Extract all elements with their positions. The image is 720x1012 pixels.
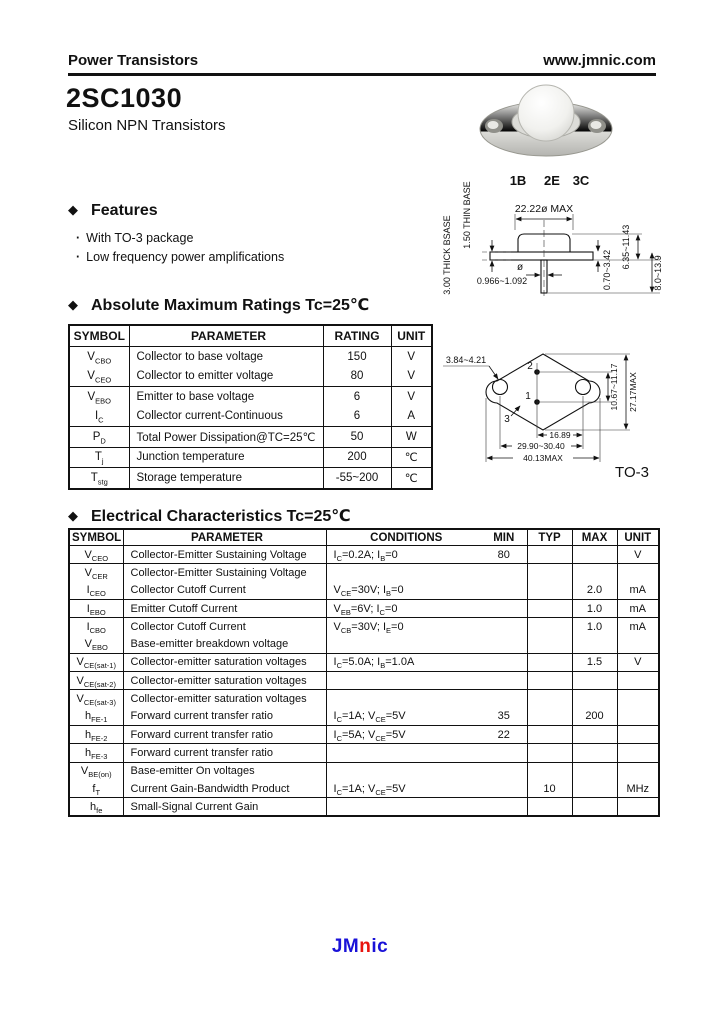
electrical-heading: ◆ Electrical Characteristics Tc=25℃ [68, 508, 351, 525]
table-header-row [69, 325, 432, 347]
cell-parameter: Emitter to base voltage [129, 387, 323, 407]
cell-max [572, 690, 617, 708]
dim-thick-base: 3.00 THICK BSASE [442, 215, 452, 295]
cell-min [481, 762, 527, 780]
pin-label-1b: 1B [509, 173, 527, 188]
feature-item: · With TO-3 package [76, 231, 194, 245]
cell-symbol: $I_{EBO}$ [69, 599, 123, 617]
dim-pin-dia-sign: ø [516, 262, 524, 273]
col-header-symbol: SYMBOL [69, 325, 129, 347]
abs-max-table-body [69, 347, 432, 489]
cell-unit: mA [629, 620, 646, 633]
dim-thin-base: 1.50 THIN BASE [462, 181, 472, 249]
table-row [69, 744, 659, 762]
cell-unit: MHz [617, 780, 659, 798]
cell-typ [527, 672, 572, 690]
cell-unit: mA [617, 582, 659, 600]
cell-typ [527, 744, 572, 762]
cell-conditions: $I_C=5.0A$; $I_B=1.0A$ [326, 653, 481, 671]
table-row [69, 407, 432, 427]
cell-typ [527, 564, 572, 582]
features-heading: ◆ Features [68, 202, 158, 219]
package-photo [476, 80, 616, 164]
header-rule [68, 73, 656, 76]
cell-max [572, 672, 617, 690]
dim-cap-diameter: 22.22ø MAX [514, 203, 574, 215]
table-row [69, 762, 659, 780]
cell-unit: V [391, 367, 432, 387]
cell-unit [617, 672, 659, 690]
abs-max-heading: ◆ Absolute Maximum Ratings Tc=25℃ [68, 297, 370, 314]
cell-min [481, 690, 527, 708]
cell-conditions: $I_C=1A$; $V_{CE}=5V$ [326, 780, 481, 798]
col-header-max: MAX [572, 529, 617, 546]
cell-unit: A [391, 407, 432, 427]
cell-symbol: $h_{FE-2}$ [69, 725, 123, 743]
dim-cap-height: 6.35~11.43 [621, 224, 631, 270]
table-row [69, 780, 659, 798]
cell-min [481, 653, 527, 671]
table-row [69, 564, 659, 582]
cell-max [572, 762, 617, 780]
cell-symbol: $V_{CEO}$ [69, 546, 123, 564]
cell-parameter: Current Gain-Bandwidth Product [123, 780, 326, 798]
cell-unit: W [391, 427, 432, 448]
cell-min [481, 582, 527, 600]
cell-symbol: $h_{FE-3}$ [69, 744, 123, 762]
dim-hole-span: 29.90~30.40 [517, 441, 565, 451]
cell-min [481, 618, 527, 636]
package-drawings [440, 158, 668, 488]
cell-parameter: Emitter Cutoff Current [123, 599, 326, 617]
cell-symbol: $T_j$ [69, 447, 129, 468]
mount-hole-left [493, 380, 508, 395]
cell-conditions [326, 564, 481, 582]
cell-conditions [326, 744, 481, 762]
cell-conditions: $I_C=1A$; $V_{CE}=5V$ [326, 708, 481, 726]
cell-min: 35 [481, 708, 527, 726]
col-header-parameter: PARAMETER [129, 325, 323, 347]
cell-conditions [326, 672, 481, 690]
cell-symbol: $V_{CBO}$ [69, 347, 129, 367]
cell-min: 22 [481, 725, 527, 743]
bottom-view [443, 354, 638, 463]
cell-rating: 150 [323, 347, 391, 367]
photo-dome [518, 85, 574, 141]
photo-hole-left-inner [488, 121, 499, 129]
cell-min [481, 635, 527, 653]
cell-conditions: $I_C=0.2A$; $I_B=0$ [326, 546, 481, 564]
cell-symbol: $P_D$ [69, 427, 129, 448]
cell-typ [527, 599, 572, 617]
table-row [69, 618, 659, 636]
part-subtitle: Silicon NPN Transistors [68, 117, 226, 134]
cell-unit [617, 690, 659, 708]
cell-max [572, 564, 617, 582]
cell-unit: V [617, 653, 659, 671]
cell-typ [527, 798, 572, 817]
cell-unit [617, 762, 659, 780]
dim-flange-thickness: 0.70~3.42 [602, 249, 612, 291]
dim-pin-diameter: 0.966~1.092 [476, 276, 528, 286]
col-header-min: MIN [481, 529, 527, 546]
cell-parameter: Small-Signal Current Gain [123, 798, 326, 817]
diamond-icon: ◆ [68, 297, 78, 312]
cell-parameter: Collector Cutoff Current [123, 582, 326, 600]
category-title: Power Transistors [68, 52, 199, 69]
table-row [69, 347, 432, 367]
dim-pin-length: 8.0~13.9 [653, 255, 663, 291]
cell-typ [527, 708, 572, 726]
cell-typ [527, 546, 572, 564]
cell-rating: 80 [323, 367, 391, 387]
cell-unit: mA [617, 599, 659, 617]
cell-rating: -55~200 [323, 468, 391, 489]
cell-max [572, 744, 617, 762]
table-row [69, 427, 432, 448]
cell-parameter: Collector-emitter saturation voltages [123, 690, 326, 708]
cell-symbol: $V_{CEO}$ [69, 367, 129, 387]
cell-typ [527, 582, 572, 600]
col-header-symbol: SYMBOL [69, 529, 123, 546]
cell-unit [617, 744, 659, 762]
table-row [69, 635, 659, 653]
cell-symbol: $I_{CEO}$ [69, 582, 123, 600]
cell-symbol: $V_{CER}$ [69, 564, 123, 582]
dim-hole-diameter: 3.84~4.21 [445, 355, 487, 365]
cell-min [481, 744, 527, 762]
table-row [69, 387, 432, 407]
logo-part-ic: ic [371, 936, 389, 957]
cell-conditions: $V_{CE}=30V$; $I_B=0$ [326, 582, 481, 600]
cell-max: 1.0 [572, 599, 617, 617]
cell-min [481, 780, 527, 798]
cell-unit [617, 635, 659, 653]
package-name: TO-3 [615, 464, 649, 481]
cell-conditions [326, 635, 481, 653]
cell-parameter: Base-emitter breakdown voltage [123, 635, 326, 653]
pin-3-label: 3 [504, 414, 510, 425]
cell-parameter: Base-emitter On voltages [123, 762, 326, 780]
diamond-icon: ◆ [68, 202, 78, 217]
cell-parameter: Collector current-Continuous [129, 407, 323, 427]
cell-typ: 10 [527, 780, 572, 798]
cell-parameter: Forward current transfer ratio [123, 725, 326, 743]
cell-unit: ℃ [391, 447, 432, 468]
table-header-row [69, 529, 659, 546]
cell-unit [617, 564, 659, 582]
logo-part-n: n [359, 936, 372, 957]
table-row [69, 367, 432, 387]
cell-parameter: Forward current transfer ratio [123, 744, 326, 762]
cell-min [481, 672, 527, 690]
cell-conditions: $I_C=5A$; $V_{CE}=5V$ [326, 725, 481, 743]
cell-unit: ℃ [391, 468, 432, 489]
cell-symbol: $V_{CE(sat-1)}$ [69, 653, 123, 671]
cell-typ [527, 725, 572, 743]
col-header-unit: UNIT [391, 325, 432, 347]
feature-item: · Low frequency power amplifications [76, 250, 285, 264]
cell-parameter: Collector-Emitter Sustaining Voltage [123, 546, 326, 564]
cell-rating: 200 [323, 447, 391, 468]
cell-conditions: $V_{EB}=6V$; $I_C=0$ [326, 599, 481, 617]
cell-min [481, 599, 527, 617]
abs-max-table [68, 324, 433, 490]
cell-symbol: $V_{EBO}$ [69, 635, 123, 653]
cell-unit [617, 725, 659, 743]
electrical-table-body [69, 546, 659, 817]
electrical-table [68, 528, 660, 817]
cell-min [481, 564, 527, 582]
cell-symbol: $f_T$ [69, 780, 123, 798]
bullet-icon: · [76, 250, 81, 264]
cell-symbol: $T_{stg}$ [69, 468, 129, 489]
cell-typ [527, 653, 572, 671]
cell-unit: V [407, 350, 416, 363]
cell-rating: 6 [323, 387, 391, 407]
pin-label-3c: 3C [572, 173, 590, 188]
table-row [69, 447, 432, 468]
cell-parameter: Forward current transfer ratio [123, 708, 326, 726]
col-header-rating: RATING [323, 325, 391, 347]
cell-parameter: Collector to base voltage [129, 347, 323, 367]
pin-label-2e: 2E [544, 173, 560, 188]
bullet-icon: · [76, 231, 81, 245]
cell-max: 1.0 [572, 618, 617, 636]
website-url: www.jmnic.com [543, 52, 656, 69]
col-header-parameter: PARAMETER [123, 529, 326, 546]
cell-max [572, 635, 617, 653]
cell-unit [617, 708, 659, 726]
cell-symbol: $I_{CBO}$ [69, 618, 123, 636]
table-row [69, 690, 659, 708]
pin-1-label: 1 [525, 391, 531, 402]
cell-typ [527, 762, 572, 780]
cell-parameter: Collector-Emitter Sustaining Voltage [123, 564, 326, 582]
cell-parameter: Total Power Dissipation@TC=25℃ [129, 427, 323, 448]
cell-typ [527, 635, 572, 653]
logo-part-jm: JM [331, 936, 360, 957]
cell-parameter: Collector-emitter saturation voltages [123, 672, 326, 690]
cell-symbol: $V_{CE(sat-2)}$ [69, 672, 123, 690]
table-row [69, 468, 432, 489]
cell-symbol: $V_{CE(sat-3)}$ [69, 690, 123, 708]
cell-max: 200 [572, 708, 617, 726]
cell-rating: 50 [323, 427, 391, 448]
cell-symbol: $h_{FE-1}$ [69, 708, 123, 726]
cell-conditions [326, 798, 481, 817]
cell-max [572, 780, 617, 798]
col-header-conditions: CONDITIONS [326, 529, 481, 546]
table-row [69, 798, 659, 817]
cell-unit [617, 798, 659, 817]
cell-parameter: Junction temperature [129, 447, 323, 468]
col-header-typ: TYP [527, 529, 572, 546]
flange-outline [490, 252, 593, 260]
cell-conditions [326, 762, 481, 780]
cell-symbol: $V_{EBO}$ [69, 387, 129, 407]
cell-typ [527, 618, 572, 636]
dim-flange-width: 40.13MAX [523, 453, 563, 463]
table-row [69, 582, 659, 600]
page-title: 2SC1030 [66, 83, 183, 113]
cell-conditions [326, 690, 481, 708]
cell-min: 80 [481, 546, 527, 564]
cell-parameter: Storage temperature [129, 468, 323, 489]
cell-max [572, 725, 617, 743]
cell-symbol: $h_{fe}$ [69, 798, 123, 817]
diamond-icon: ◆ [68, 508, 78, 523]
brand-logo [0, 936, 720, 958]
table-row [69, 653, 659, 671]
cell-max [572, 546, 617, 564]
cell-max: 2.0 [572, 582, 617, 600]
dim-pin-to-hole: 16.89 [549, 430, 571, 440]
pin-2-label: 2 [527, 361, 533, 372]
dim-pin-spacing: 10.67~11.17 [609, 363, 619, 411]
cell-typ [527, 690, 572, 708]
cell-max: 1.5 [572, 653, 617, 671]
table-row [69, 546, 659, 564]
side-view [442, 181, 663, 296]
cell-rating: 6 [323, 407, 391, 427]
cell-unit: V [407, 390, 416, 403]
cell-symbol: $I_C$ [69, 407, 129, 427]
cell-parameter: Collector-emitter saturation voltages [123, 653, 326, 671]
cell-max [572, 798, 617, 817]
cell-unit: V [617, 546, 659, 564]
table-row [69, 725, 659, 743]
table-row [69, 599, 659, 617]
col-header-unit: UNIT [617, 529, 659, 546]
cell-parameter: Collector to emitter voltage [129, 367, 323, 387]
cell-parameter: Collector Cutoff Current [123, 618, 326, 636]
cell-symbol: $V_{BE(on)}$ [69, 762, 123, 780]
table-row [69, 672, 659, 690]
table-row [69, 708, 659, 726]
cell-min [481, 798, 527, 817]
photo-hole-right-inner [591, 121, 602, 129]
cell-conditions: $V_{CB}=30V$; $I_E=0$ [333, 620, 404, 636]
dim-flange-height: 27.17MAX [628, 372, 638, 412]
mount-hole-right [576, 380, 591, 395]
